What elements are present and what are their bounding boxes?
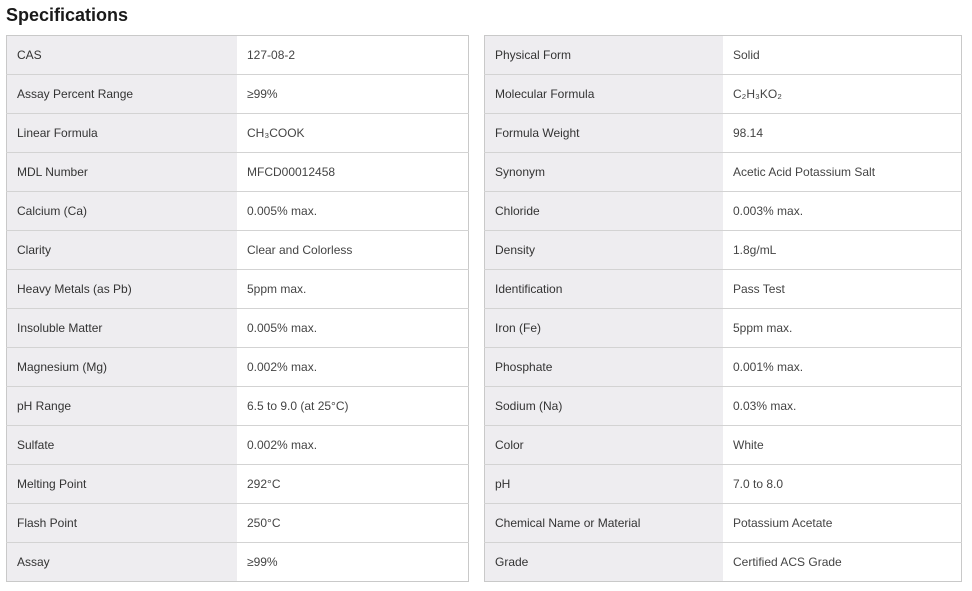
spec-label: Chloride bbox=[485, 192, 724, 231]
spec-value: 6.5 to 9.0 (at 25°C) bbox=[237, 387, 469, 426]
table-row bbox=[7, 75, 469, 114]
spec-value: 0.001% max. bbox=[723, 348, 962, 387]
spec-label: Phosphate bbox=[485, 348, 724, 387]
spec-value: Pass Test bbox=[723, 270, 962, 309]
spec-value: 250°C bbox=[237, 504, 469, 543]
table-row bbox=[7, 387, 469, 426]
spec-label: Sulfate bbox=[7, 426, 238, 465]
table-row bbox=[7, 504, 469, 543]
spec-value: Certified ACS Grade bbox=[723, 543, 962, 582]
spec-value: White bbox=[723, 426, 962, 465]
spec-value: 292°C bbox=[237, 465, 469, 504]
spec-value: 0.005% max. bbox=[237, 192, 469, 231]
page-title: Specifications bbox=[6, 5, 129, 25]
table-row bbox=[7, 309, 469, 348]
spec-label: Sodium (Na) bbox=[485, 387, 724, 426]
table-row bbox=[7, 231, 469, 270]
table-row bbox=[485, 465, 962, 504]
spec-value: 5ppm max. bbox=[723, 309, 962, 348]
table-row bbox=[7, 465, 469, 504]
spec-label: pH Range bbox=[7, 387, 238, 426]
spec-value: Solid bbox=[723, 36, 962, 75]
spec-label: Chemical Name or Material bbox=[485, 504, 724, 543]
spec-label: Iron (Fe) bbox=[485, 309, 724, 348]
spec-value: 0.002% max. bbox=[237, 426, 469, 465]
spec-label: Color bbox=[485, 426, 724, 465]
spec-label: CAS bbox=[7, 36, 238, 75]
spec-value: MFCD00012458 bbox=[237, 153, 469, 192]
spec-label: Flash Point bbox=[7, 504, 238, 543]
spec-value: 98.14 bbox=[723, 114, 962, 153]
table-row bbox=[485, 36, 962, 75]
table-row bbox=[7, 114, 469, 153]
spec-label: Insoluble Matter bbox=[7, 309, 238, 348]
specifications-table-right bbox=[484, 35, 962, 582]
spec-label: Density bbox=[485, 231, 724, 270]
spec-value: Clear and Colorless bbox=[237, 231, 469, 270]
spec-label: Heavy Metals (as Pb) bbox=[7, 270, 238, 309]
specifications-table-left bbox=[6, 35, 469, 582]
table-row bbox=[485, 426, 962, 465]
table-row bbox=[7, 426, 469, 465]
table-row bbox=[485, 231, 962, 270]
spec-value: Potassium Acetate bbox=[723, 504, 962, 543]
spec-value: 0.03% max. bbox=[723, 387, 962, 426]
table-row bbox=[7, 270, 469, 309]
spec-label: Clarity bbox=[7, 231, 238, 270]
spec-value: 7.0 to 8.0 bbox=[723, 465, 962, 504]
table-row bbox=[485, 192, 962, 231]
spec-label: pH bbox=[485, 465, 724, 504]
table-row bbox=[485, 75, 962, 114]
table-row bbox=[485, 543, 962, 582]
spec-label: Synonym bbox=[485, 153, 724, 192]
table-row bbox=[7, 192, 469, 231]
table-row bbox=[7, 36, 469, 75]
spec-label: Identification bbox=[485, 270, 724, 309]
spec-label: Melting Point bbox=[7, 465, 238, 504]
spec-value: 5ppm max. bbox=[237, 270, 469, 309]
spec-value: 0.003% max. bbox=[723, 192, 962, 231]
spec-value: 0.002% max. bbox=[237, 348, 469, 387]
spec-value: ≥99% bbox=[237, 75, 469, 114]
table-row bbox=[485, 387, 962, 426]
spec-label: Grade bbox=[485, 543, 724, 582]
table-row bbox=[7, 348, 469, 387]
spec-value: Acetic Acid Potassium Salt bbox=[723, 153, 962, 192]
spec-label: Formula Weight bbox=[485, 114, 724, 153]
spec-label: Linear Formula bbox=[7, 114, 238, 153]
spec-value: 127-08-2 bbox=[237, 36, 469, 75]
spec-label: Physical Form bbox=[485, 36, 724, 75]
table-row bbox=[485, 348, 962, 387]
spec-value: 1.8g/mL bbox=[723, 231, 962, 270]
spec-value: 0.005% max. bbox=[237, 309, 469, 348]
spec-label: Calcium (Ca) bbox=[7, 192, 238, 231]
table-row bbox=[485, 114, 962, 153]
spec-label: Assay Percent Range bbox=[7, 75, 238, 114]
spec-value: ≥99% bbox=[237, 543, 469, 582]
spec-label: MDL Number bbox=[7, 153, 238, 192]
table-row bbox=[7, 543, 469, 582]
table-row bbox=[485, 504, 962, 543]
spec-value: CH₃COOK bbox=[237, 114, 469, 153]
table-row bbox=[485, 309, 962, 348]
spec-value: C₂H₃KO₂ bbox=[723, 75, 962, 114]
table-row bbox=[485, 153, 962, 192]
spec-label: Magnesium (Mg) bbox=[7, 348, 238, 387]
spec-label: Molecular Formula bbox=[485, 75, 724, 114]
table-row bbox=[7, 153, 469, 192]
spec-label: Assay bbox=[7, 543, 238, 582]
table-row bbox=[485, 270, 962, 309]
